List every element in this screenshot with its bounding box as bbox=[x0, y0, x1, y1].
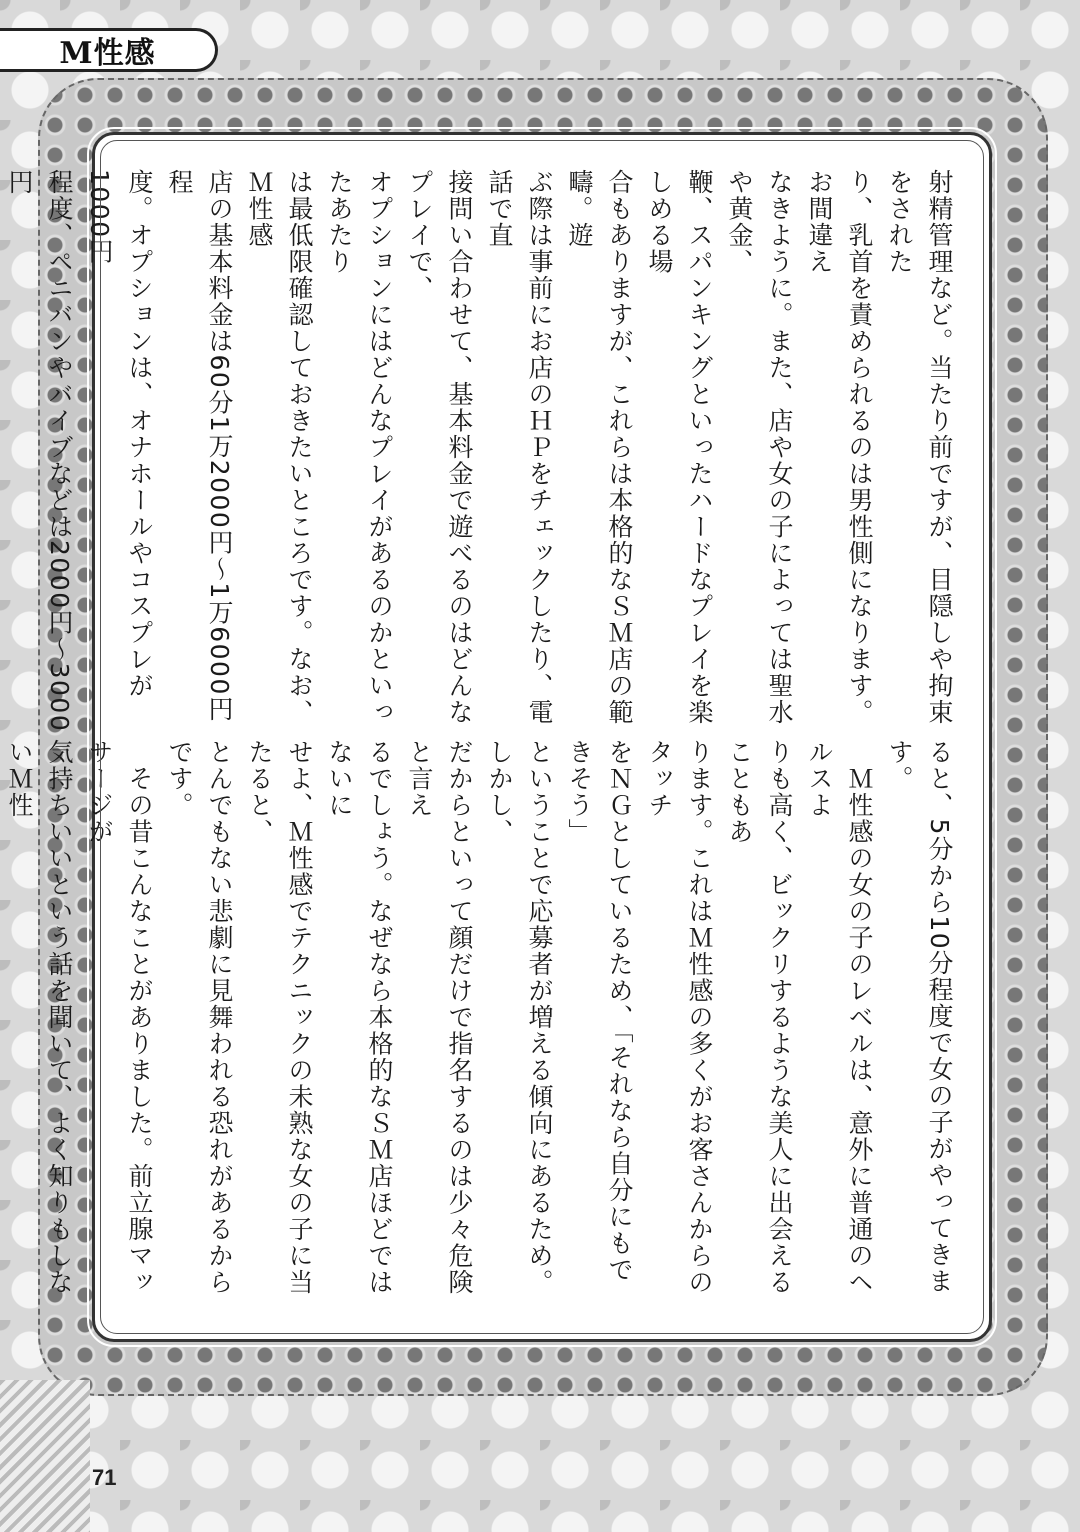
text-column: 度。オプションは、オナホールやコスプレが1000円 bbox=[85, 169, 154, 699]
section-header-tab bbox=[0, 28, 218, 72]
text-column: 射精管理など。当たり前ですが、目隠しや拘束をされた bbox=[885, 169, 954, 726]
text-column: 接問い合わせて、基本料金で遊べるのはどんなプレイで、 bbox=[405, 169, 474, 726]
text-column: その昔こんなことがありました。前立腺マッサージが bbox=[85, 739, 154, 1296]
text-column: せよ、Ｍ性感でテクニックの未熟な女の子に当たると、 bbox=[245, 739, 314, 1296]
text-column: とんでもない悲劇に見舞われる恐れがあるからです。 bbox=[165, 739, 234, 1296]
text-column: は最低限確認しておきたいところです。なお、Ｍ性感 bbox=[245, 169, 314, 726]
article-block-bottom bbox=[5, 739, 959, 1309]
article-text-panel bbox=[5, 132, 992, 1342]
text-column: 鞭、スパンキングといったハードなプレイを楽しめる場 bbox=[645, 169, 714, 726]
corner-stripe-decoration bbox=[0, 1380, 90, 1532]
text-column: なきように。また、店や女の子によっては聖水や黄金、 bbox=[725, 169, 794, 726]
text-column: オプションにはどんなプレイがあるのかといったあたり bbox=[325, 169, 394, 726]
text-column: るでしょう。なぜなら本格的なＳＭ店ほどではないに bbox=[325, 739, 394, 1296]
text-column: 気持ちいいという話を聞いて、よく知りもしないＭ性 bbox=[5, 739, 74, 1296]
text-column: ると、5分から10分程度で女の子がやってきます。 bbox=[885, 739, 954, 1295]
text-column: りも高く、ビックリするような美人に出会えることもあ bbox=[725, 739, 794, 1296]
text-column: をＮＧとしているため、「それなら自分にもできそう」 bbox=[565, 739, 634, 1283]
text-column: Ｍ性感の女の子のレベルは、意外に普通のヘルスよ bbox=[805, 739, 874, 1296]
text-column: だからといって顔だけで指名するのは少々危険と言え bbox=[405, 739, 474, 1296]
section-title: M性感 bbox=[59, 36, 156, 71]
text-column: 程度、ペニバンやバイブなどは2000円〜3000円 bbox=[5, 169, 74, 733]
text-column: ります。これはＭ性感の多くがお客さんからのタッチ bbox=[645, 739, 714, 1296]
text-column: ということで応募者が増える傾向にあるため。しかし、 bbox=[485, 739, 554, 1296]
text-column: 合もありますが、これらは本格的なＳＭ店の範疇。遊 bbox=[565, 169, 634, 726]
text-column: 店の基本料金は60分1万2000円〜1万6000円程 bbox=[165, 169, 234, 723]
text-column: り、乳首を責められるのは男性側になります。お間違え bbox=[805, 169, 874, 726]
text-column: ぶ際は事前にお店のＨＰをチェックしたり、電話で直 bbox=[485, 169, 554, 726]
article-block-top bbox=[5, 169, 959, 739]
page-number: 71 bbox=[92, 1465, 117, 1490]
